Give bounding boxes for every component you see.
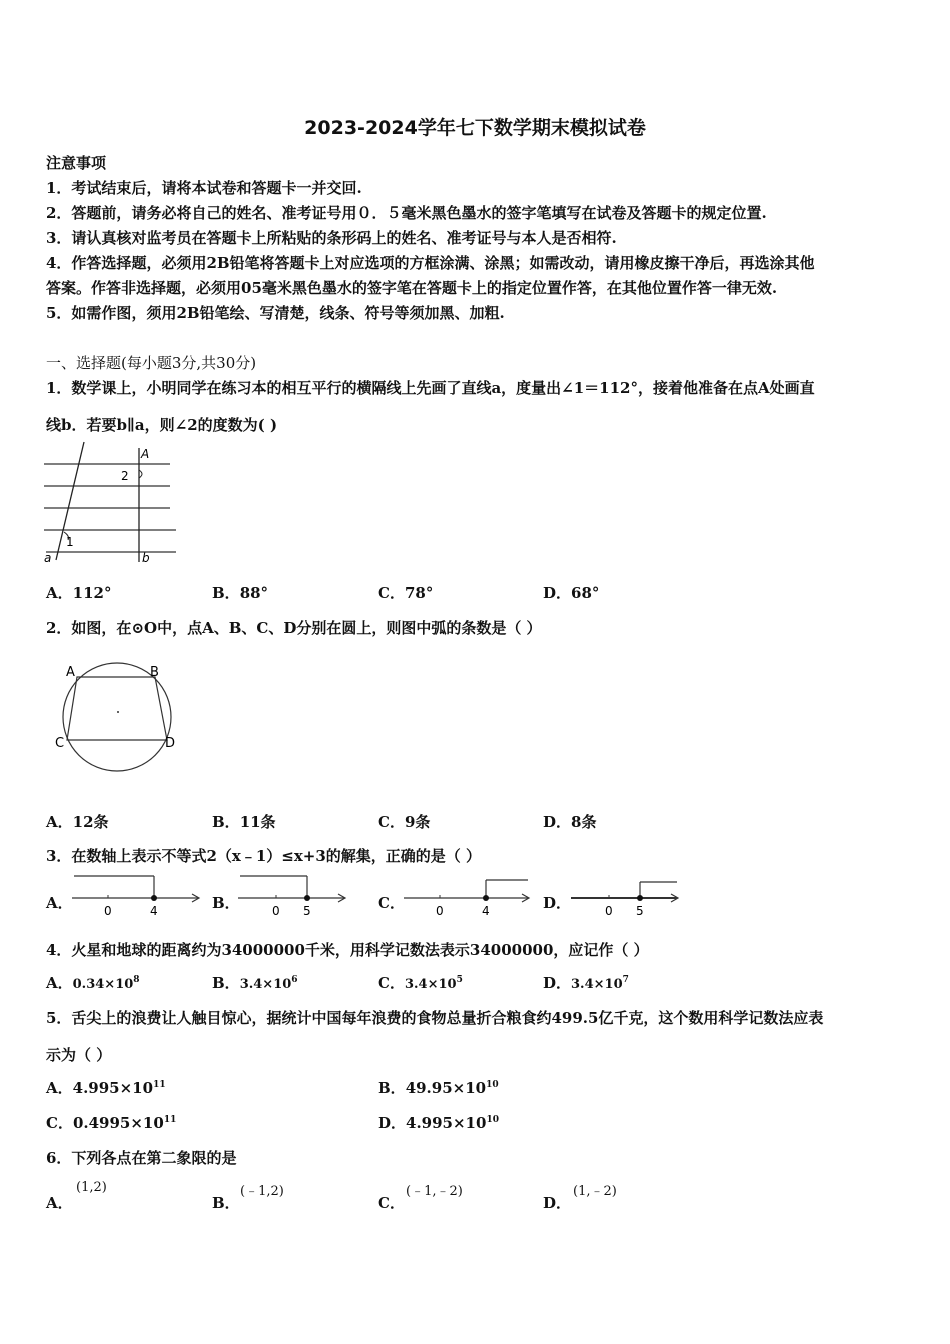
notice-item: 答案。作答非选择题，必须用05毫米黑色墨水的签字笔在答题卡上的指定位置作答，在其他位置作答一律无效. (46, 279, 778, 297)
tick-zero: 0 (605, 904, 613, 918)
q1-option-c: C．78° (378, 584, 434, 602)
notice-item: 5．如需作图，须用2B铅笔绘、写清楚，线条、符号等须加黑、加粗. (46, 304, 505, 322)
notice-item: 2．答题前，请务必将自己的姓名、准考证号用０．５毫米黑色墨水的签字笔填写在试卷及答题卡的规定位置. (46, 204, 767, 222)
fig1-label-A: A (141, 447, 150, 461)
q6-option-a-label: A． (46, 1194, 73, 1212)
q1-stem-line2: 线b．若要b∥a，则∠2的度数为( ) (46, 416, 278, 434)
q4-option-d: D．$3.4\times 10^7$ (543, 974, 629, 992)
q1-option-a: A．112° (46, 584, 112, 602)
q5-stem-line1: 5．舌尖上的浪费让人触目惊心，据统计中国每年浪费的食物总量折合粮食约499.5亿千克，这个数用科学记数法应表 (46, 1009, 824, 1027)
q5-option-d: D．$4.995\times 10^{10}$ (378, 1114, 499, 1132)
q5-option-a: A．$4.995\times 10^{11}$ (46, 1079, 166, 1097)
q6-option-d-label: D． (543, 1194, 572, 1212)
tick-zero: 0 (104, 904, 112, 918)
q5-option-c: C．$0.4995\times 10^{11}$ (46, 1114, 177, 1132)
q6-option-c-text: (﹣1,﹣2) (406, 1184, 463, 1199)
q3-numberline-a (68, 872, 208, 918)
fig2-label-A: A (66, 665, 75, 680)
q1-figure (44, 440, 184, 570)
q4-option-b: B．$3.4\times 10^6$ (212, 974, 298, 992)
q3-numberline-c (400, 872, 540, 918)
q6-option-d-text: (1,﹣2) (573, 1184, 617, 1199)
q3-option-c-label: C． (378, 894, 405, 912)
q5-option-b: B．$49.95\times 10^{10}$ (378, 1079, 499, 1097)
q1-option-b: B．88° (212, 584, 269, 602)
q4-option-a: A．$0.34\times 10^8$ (46, 974, 140, 992)
q6-option-b-label: B． (212, 1194, 240, 1212)
tick-zero: 0 (436, 904, 444, 918)
q5-stem-line2: 示为（ ） (46, 1046, 112, 1064)
q6-stem: 6．下列各点在第二象限的是 (46, 1149, 237, 1167)
q2-option-c: C．9条 (378, 813, 431, 831)
q6-option-a-text: (1,2) (76, 1180, 107, 1195)
q1-option-d: D．68° (543, 584, 600, 602)
q3-numberline-b (234, 872, 374, 918)
q3-option-d-label: D． (543, 894, 572, 912)
q2-option-d: D．8条 (543, 813, 597, 831)
q2-figure (50, 655, 190, 780)
q2-option-b: B．11条 (212, 813, 276, 831)
q4-option-c: C．$3.4\times 10^5$ (378, 974, 463, 992)
notice-item: 1．考试结束后，请将本试卷和答题卡一并交回. (46, 179, 362, 197)
fig2-label-D: D (165, 736, 176, 751)
fig1-label-2: 2 (121, 469, 129, 483)
q3-numberline-d (565, 872, 705, 918)
q2-option-a: A．12条 (46, 813, 109, 831)
tick-zero: 0 (272, 904, 280, 918)
q6-option-c-label: C． (378, 1194, 405, 1212)
q4-stem: 4．火星和地球的距离约为34000000千米，用科学记数法表示34000000，应记作（ ） (46, 941, 649, 959)
tick-mark: 4 (482, 904, 490, 918)
fig2-label-C: C (55, 736, 65, 751)
q6-option-b-text: (﹣1,2) (240, 1184, 284, 1199)
tick-mark: 4 (150, 904, 158, 918)
q3-stem: 3．在数轴上表示不等式2（x﹣1）≤x+3的解集，正确的是（ ） (46, 847, 481, 865)
page-title: 2023-2024学年七下数学期末模拟试卷 (304, 117, 646, 139)
q1-stem-line1: 1．数学课上，小明同学在练习本的相互平行的横隔线上先画了直线a，度量出∠1＝112°，接着他准备在点A处画直 (46, 379, 815, 397)
fig1-label-a: a (44, 551, 52, 565)
fig2-label-B: B (150, 665, 159, 680)
section-heading: 一、选择题(每小题3分,共30分) (46, 354, 257, 372)
tick-mark: 5 (636, 904, 644, 918)
q2-stem: 2．如图，在⊙O中，点A、B、C、D分别在圆上，则图中弧的条数是（ ） (46, 619, 542, 637)
fig1-label-b: b (142, 551, 150, 565)
fig1-label-1: 1 (66, 535, 74, 549)
notice-heading: 注意事项 (46, 154, 107, 172)
tick-mark: 5 (303, 904, 311, 918)
q3-option-b-label: B． (212, 894, 240, 912)
q3-option-a-label: A． (46, 894, 73, 912)
notice-item: 4．作答选择题，必须用2B铅笔将答题卡上对应选项的方框涂满、涂黑；如需改动，请用橡皮擦干净后，再选涂其他 (46, 254, 815, 272)
notice-item: 3．请认真核对监考员在答题卡上所粘贴的条形码上的姓名、准考证号与本人是否相符. (46, 229, 617, 247)
